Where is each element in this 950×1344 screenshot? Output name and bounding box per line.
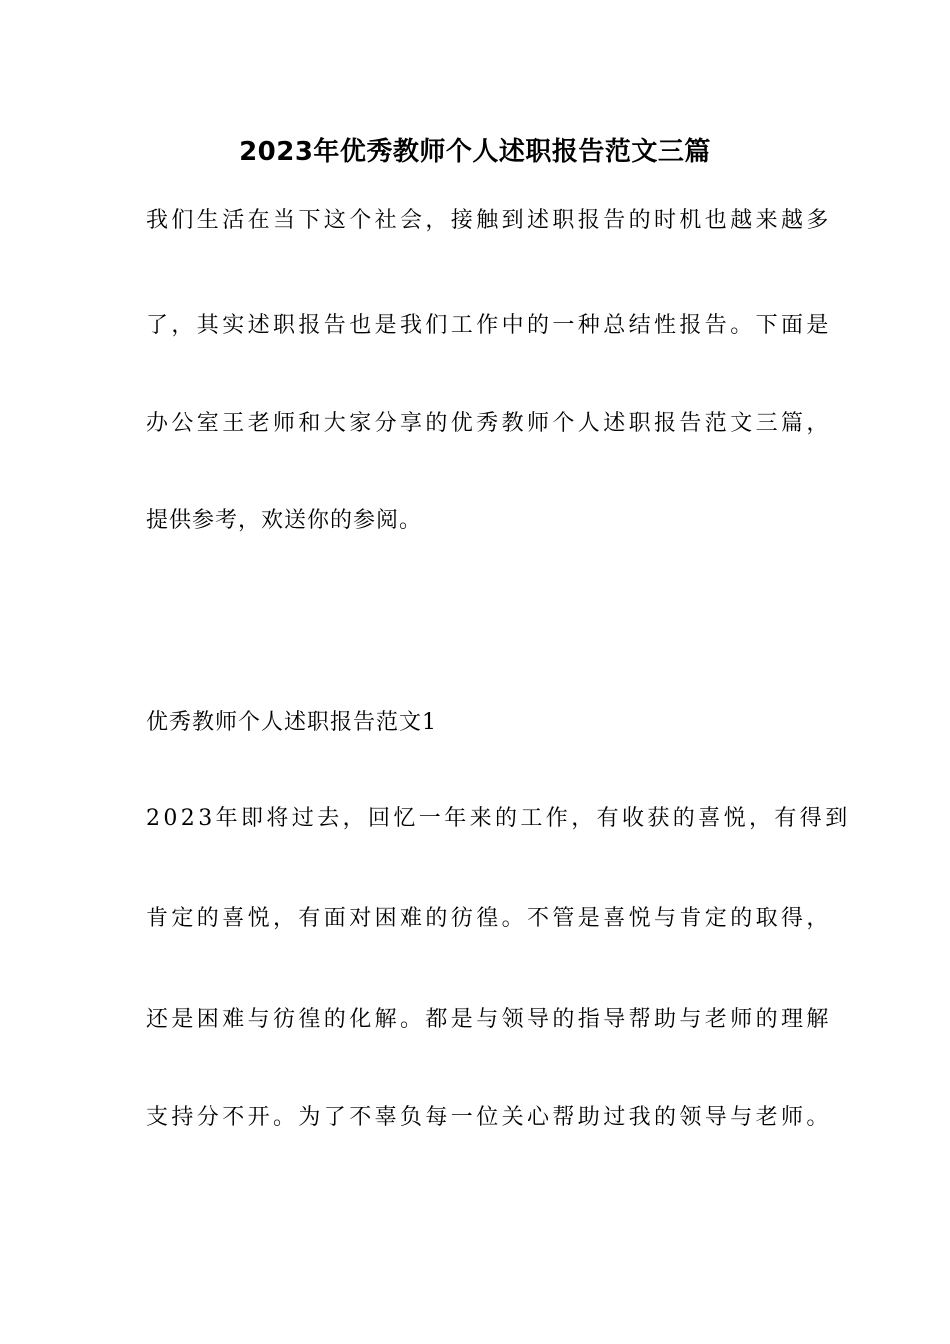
intro-line-2: 了，其实述职报告也是我们工作中的一种总结性报告。下面是 (146, 313, 832, 338)
intro-line-4: 提供参考，欢送你的参阅。 (146, 508, 423, 533)
section-heading: 优秀教师个人述职报告范文1 (146, 710, 437, 735)
section-line-3: 还是困难与彷徨的化解。都是与领导的指导帮助与老师的理解 (146, 1007, 832, 1032)
intro-line-3: 办公室王老师和大家分享的优秀教师个人述职报告范文三篇， (146, 411, 832, 436)
section-line-1: 2023年即将过去，回忆一年来的工作，有收获的喜悦，有得到 (146, 806, 851, 831)
intro-line-1: 我们生活在当下这个社会，接触到述职报告的时机也越来越多 (146, 208, 832, 233)
section-line-2: 肯定的喜悦，有面对困难的彷徨。不管是喜悦与肯定的取得， (146, 906, 832, 931)
document-title: 2023年优秀教师个人述职报告范文三篇 (239, 137, 711, 167)
section-line-4: 支持分不开。为了不辜负每一位关心帮助过我的领导与老师。 (146, 1105, 832, 1130)
